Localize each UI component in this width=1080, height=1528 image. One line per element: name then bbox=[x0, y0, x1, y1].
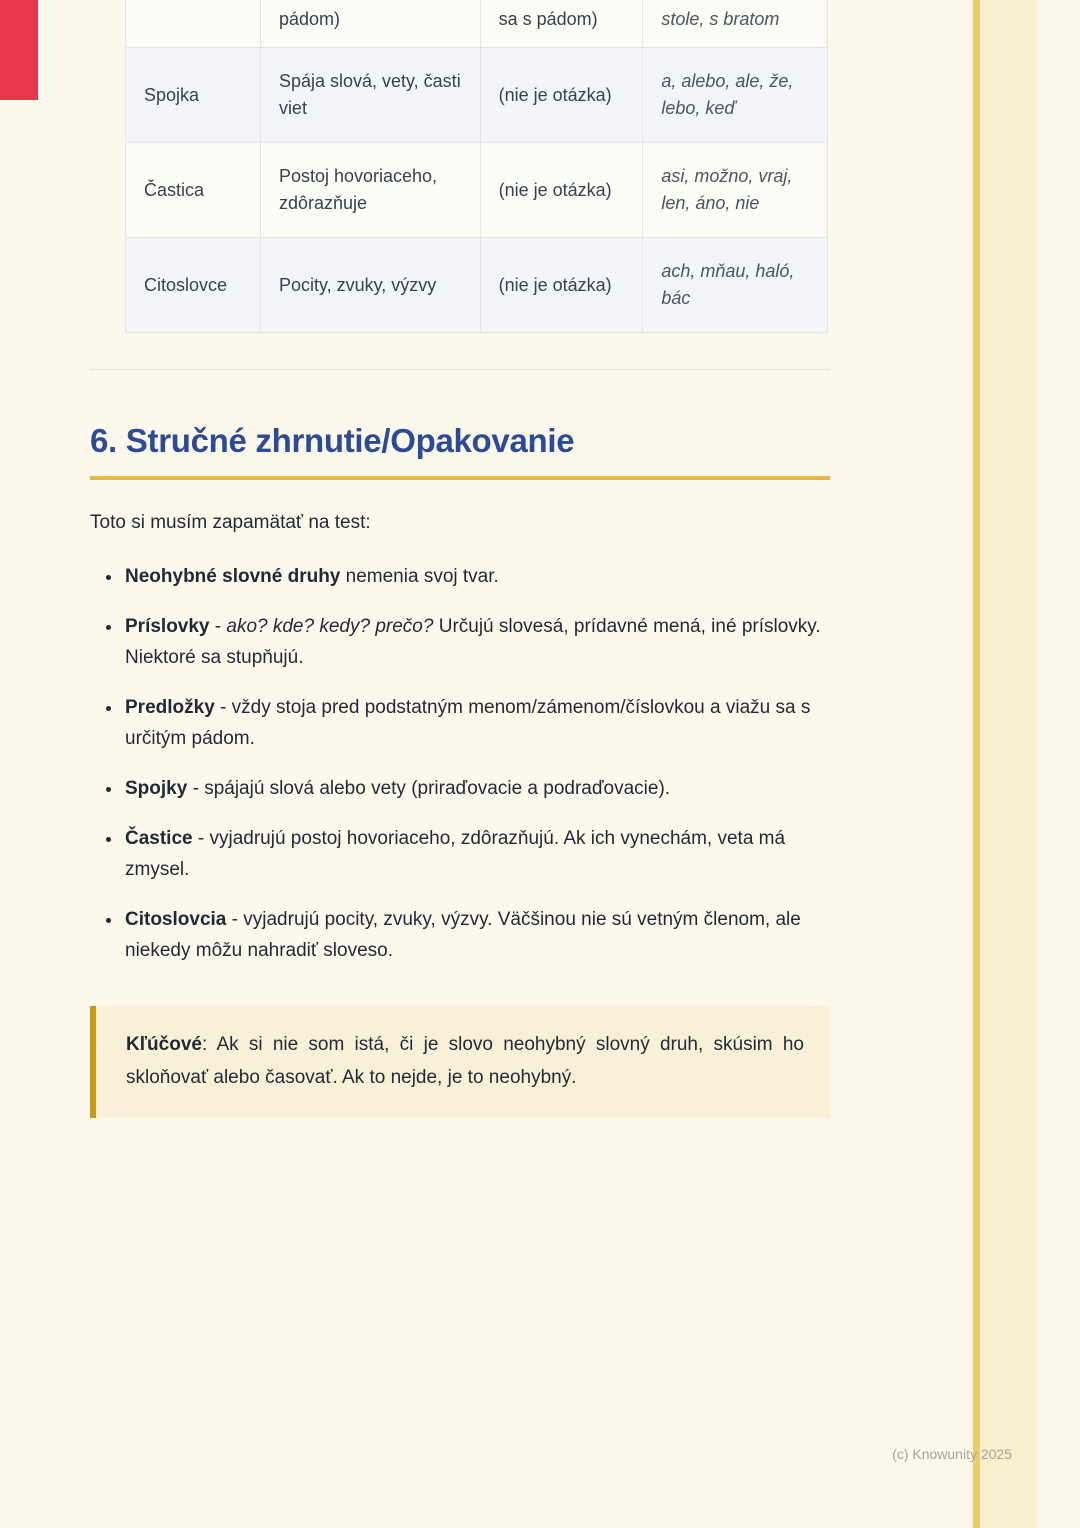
text-segment: Citoslovcia bbox=[125, 909, 227, 931]
parts-of-speech-table bbox=[125, 0, 828, 333]
text-segment: - bbox=[209, 616, 227, 638]
table-cell: Pocity, zvuky, výzvy bbox=[260, 238, 480, 333]
table-cell bbox=[126, 0, 261, 48]
summary-list-item bbox=[123, 824, 830, 885]
table-row bbox=[126, 48, 828, 143]
section-heading: 6. Stručné zhrnutie/Opakovanie bbox=[90, 422, 575, 459]
table-cell: Citoslovce bbox=[126, 238, 261, 333]
heading-underline bbox=[90, 476, 830, 480]
text-segment: Častice bbox=[125, 828, 193, 850]
summary-list-item bbox=[123, 562, 830, 592]
table-row bbox=[126, 0, 828, 48]
text-segment: Spojky bbox=[125, 777, 188, 799]
right-margin-band bbox=[980, 0, 1037, 1528]
table-cell: Častica bbox=[126, 143, 261, 238]
table-cell: (nie je otázka) bbox=[480, 238, 643, 333]
table-cell: Postoj hovoriaceho, zdôrazňuje bbox=[260, 143, 480, 238]
footer-copyright: (c) Knowunity 2025 bbox=[892, 1446, 1012, 1462]
text-segment: - vždy stoja pred podstatným menom/zámenom/číslovkou a viažu sa s určitým pádom. bbox=[125, 697, 811, 749]
text-segment: - vyjadrujú pocity, zvuky, výzvy. Väčšinou nie sú vetným členom, ale niekedy môžu nahradiť sloveso. bbox=[125, 909, 801, 961]
table-row bbox=[126, 143, 828, 238]
intro-text: Toto si musím zapamätať na test: bbox=[90, 512, 371, 533]
document-content bbox=[90, 0, 830, 1118]
right-margin-line bbox=[973, 0, 980, 1528]
callout-text bbox=[126, 1028, 804, 1095]
text-segment: Kľúčové bbox=[126, 1033, 202, 1055]
text-segment: Určujú slovesá, prídavné mená, iné príslovky. Niektoré sa stupňujú. bbox=[125, 616, 821, 668]
table-cell: asi, možno, vraj, len, áno, nie bbox=[643, 143, 828, 238]
table-cell: (nie je otázka) bbox=[480, 48, 643, 143]
text-segment: Neohybné slovné druhy bbox=[125, 566, 341, 587]
summary-list-item bbox=[123, 693, 830, 754]
page-corner-accent bbox=[0, 0, 38, 100]
table-cell: pádom) bbox=[260, 0, 480, 48]
text-segment: ako? kde? kedy? prečo? bbox=[226, 616, 434, 638]
table-cell: Spojka bbox=[126, 48, 261, 143]
table-cell: a, alebo, ale, že, lebo, keď bbox=[643, 48, 828, 143]
table-cell: ach, mňau, haló, bác bbox=[643, 238, 828, 333]
text-segment: - spájajú slová alebo vety (priraďovacie a podraďovacie). bbox=[187, 777, 671, 799]
summary-list-item bbox=[123, 905, 830, 966]
summary-list-item bbox=[123, 774, 830, 804]
table-cell: stole, s bratom bbox=[643, 0, 828, 48]
text-segment: - vyjadrujú postoj hovoriaceho, zdôrazňujú. Ak ich vynechám, veta má zmysel. bbox=[125, 828, 786, 880]
key-callout bbox=[90, 1006, 830, 1119]
table-cell: sa s pádom) bbox=[480, 0, 643, 48]
text-segment: : Ak si nie som istá, či je slovo neohybný slovný druh, skúsim ho skloňovať alebo časovať. Ak to nejde, je to neohybný. bbox=[126, 1033, 804, 1089]
summary-list-item bbox=[123, 612, 830, 673]
text-segment: nemenia svoj tvar. bbox=[340, 566, 499, 587]
text-segment: Príslovky bbox=[125, 616, 210, 638]
section-divider bbox=[90, 369, 830, 370]
table-cell: Spája slová, vety, časti viet bbox=[260, 48, 480, 143]
table-row bbox=[126, 238, 828, 333]
summary-list bbox=[90, 562, 830, 966]
table-cell: (nie je otázka) bbox=[480, 143, 643, 238]
text-segment: Predložky bbox=[125, 697, 215, 719]
